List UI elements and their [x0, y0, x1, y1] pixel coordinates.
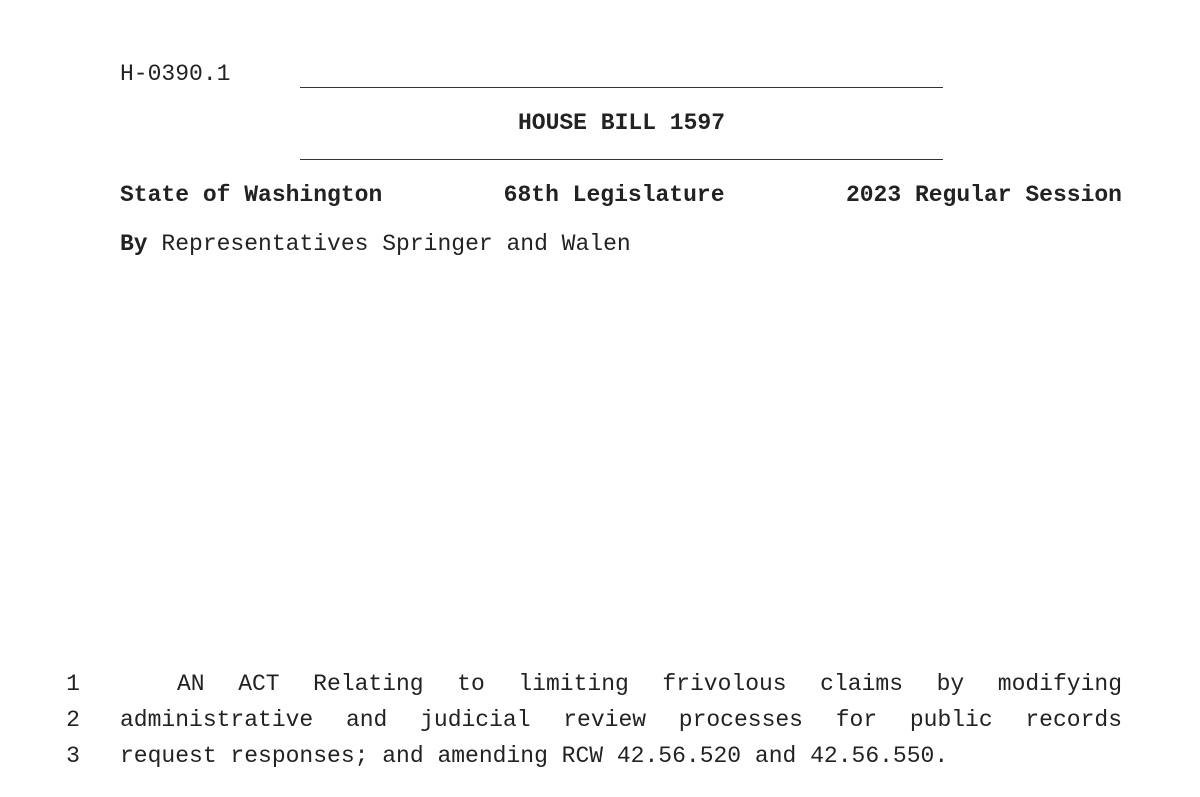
title-rule-bottom: [300, 159, 943, 160]
sponsors-line: [120, 229, 631, 259]
document-id: H-0390.1: [120, 61, 231, 87]
sponsors-prefix: By: [120, 231, 148, 257]
line-number: 3: [66, 743, 80, 769]
session-name: 2023 Regular Session: [845, 182, 1122, 208]
state-name: State of Washington: [120, 182, 383, 208]
body-line: AN ACT Relating to limiting frivolous claims by modifying: [177, 671, 1122, 697]
title-rule-top: [300, 87, 943, 88]
session-info-row: [120, 180, 1122, 210]
line-number: 1: [66, 671, 80, 697]
bill-title: HOUSE BILL 1597: [517, 110, 726, 136]
body-line: administrative and judicial review processes for public records: [120, 707, 1122, 733]
body-line: request responses; and amending RCW 42.56.520 and 42.56.550.: [120, 743, 949, 769]
sponsors-names: Representatives Springer and Walen: [161, 231, 631, 257]
legislature-number: 68th Legislature: [503, 182, 725, 208]
line-number: 2: [66, 707, 80, 733]
